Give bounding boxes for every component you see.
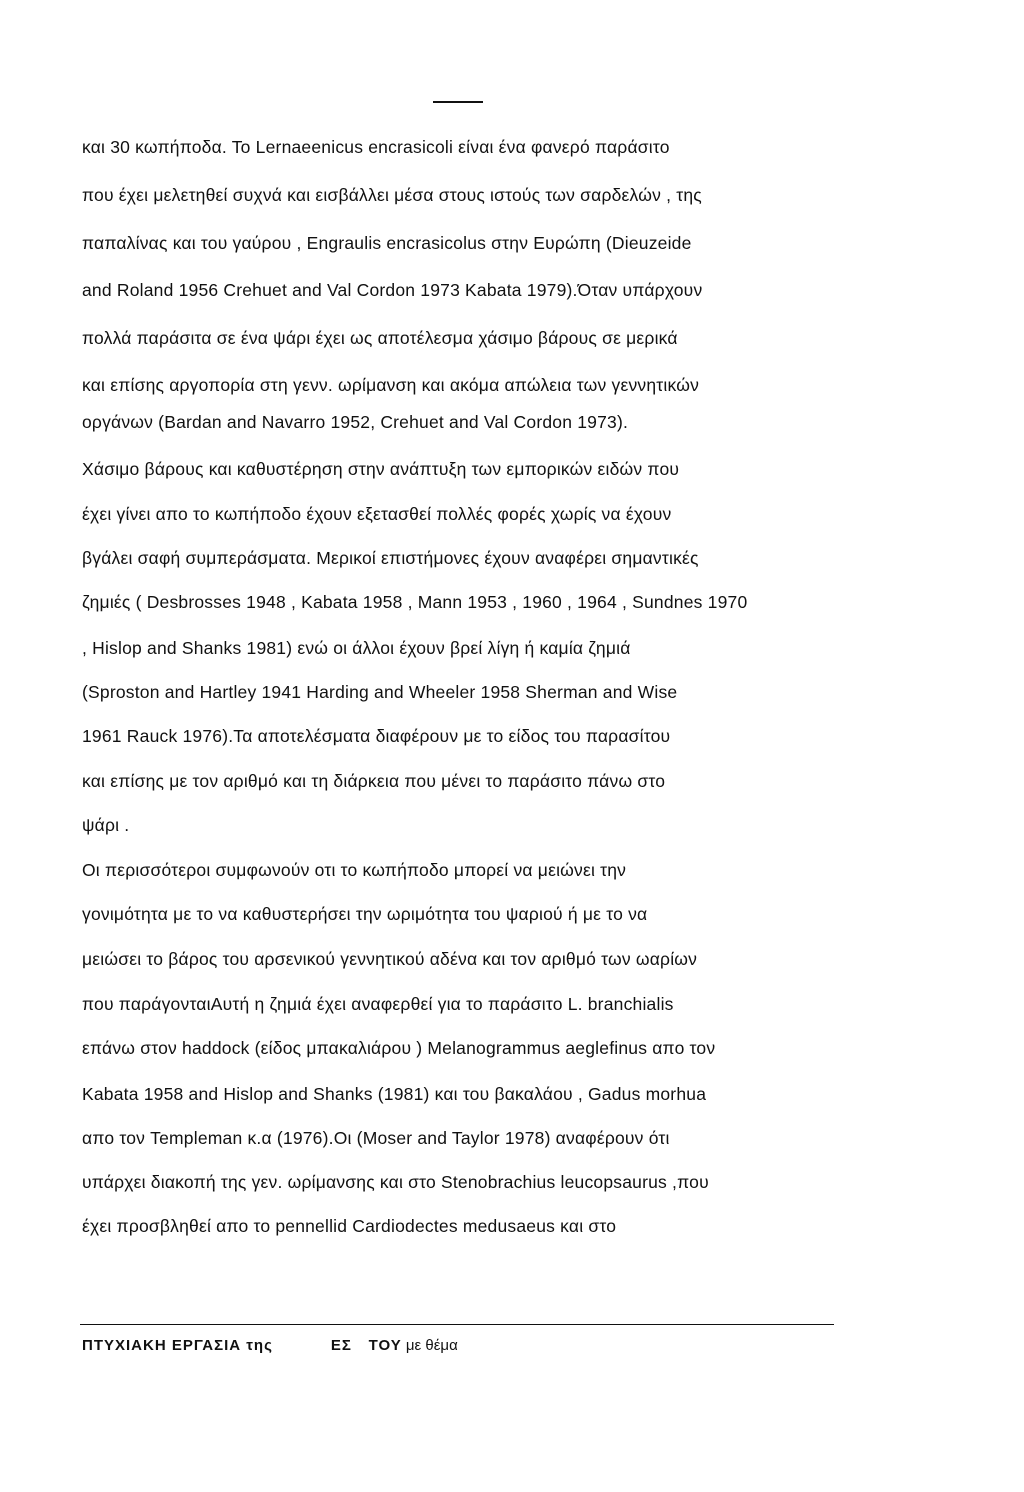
text-line: ζημιές ( Desbrosses 1948 , Kabata 1958 , Mann 1953 , 1960 , 1964 , Sundnes 1970 [82,592,748,612]
text-line: πολλά παράσιτα σε ένα ψάρι έχει ως αποτέλεσμα χάσιμο βάρους σε μερικά [82,328,678,348]
text-line: παπαλίνας και του γαύρου , Engraulis encrasicolus στην Ευρώπη (Dieuzeide [82,233,692,253]
text-line: και επίσης με τον αριθμό και τη διάρκεια που μένει το παράσιτο πάνω στο [82,771,666,791]
text-line: Χάσιμο βάρους και καθυστέρηση στην ανάπτυξη των εμπορικών ειδών που [82,459,680,479]
footnote [82,1336,458,1356]
footnote-garbled-mid: ΕΣ [330,1337,352,1354]
text-line: που έχει μελετηθεί συχνά και εισβάλλει μέσα στους ιστούς των σαρδελών , της [82,185,702,205]
text-line: , Hislop and Shanks 1981) ενώ οι άλλοι έχουν βρεί λίγη ή καμία ζημιά [82,638,631,658]
footnote-garbled-left: ΠΤΥΧΙΑΚΗ ΕΡΓΑΣΙΑ της [82,1337,273,1354]
text-line: 1961 Rauck 1976).Τα αποτελέσματα διαφέρουν με το είδος του παρασίτου [82,726,671,746]
text-line: and Roland 1956 Crehuet and Val Cordon 1973 Kabata 1979).Όταν υπάρχουν [82,280,703,300]
text-line: μειώσει το βάρος του αρσενικού γεννητικού αδένα και τον αριθμό των ωαρίων [82,949,698,969]
text-line: και 30 κωπήποδα. Το Lernaeenicus encrasicoli είναι ένα φανερό παράσιτο [82,137,670,157]
text-line: (Sproston and Hartley 1941 Harding and Wheeler 1958 Sherman and Wise [82,682,678,702]
text-line: Οι περισσότεροι συμφωνούν οτι το κωπήποδο μπορεί να μειώνει την [82,860,627,880]
text-line: έχει προσβληθεί απο το pennellid Cardiodectes medusaeus και στο [82,1216,617,1236]
footnote-garbled-right: ΤΟΥ [368,1337,402,1354]
text-line: επάνω στον haddock (είδος μπακαλιάρου ) Melanogrammus aeglefinus απο τον [82,1038,716,1058]
footnote-tail: με θέμα [405,1337,458,1354]
header-rule [433,101,483,103]
footnote-rule [80,1324,834,1325]
text-line: βγάλει σαφή συμπεράσματα. Μερικοί επιστήμονες έχουν αναφέρει σημαντικές [82,548,699,568]
text-line: ψάρι . [82,815,130,835]
text-line: που παράγονταιΑυτή η ζημιά έχει αναφερθεί για το παράσιτο L. branchialis [82,994,674,1014]
text-line: έχει γίνει απο το κωπήποδο έχουν εξετασθεί πολλές φορές χωρίς να έχουν [82,504,672,524]
text-line: οργάνων (Bardan and Navarro 1952, Crehuet and Val Cordon 1973). [82,412,629,432]
text-line: υπάρχει διακοπή της γεν. ωρίμανσης και στο Stenobrachius leucopsaurus ,που [82,1172,709,1192]
text-line: Kabata 1958 and Hislop and Shanks (1981) και του βακαλάου , Gadus morhua [82,1084,707,1104]
text-line: και επίσης αργοπορία στη γενν. ωρίμανση και ακόμα απώλεια των γεννητικών [82,375,700,395]
text-line: γονιμότητα με το να καθυστερήσει την ωριμότητα του ψαριού ή με το να [82,904,648,924]
text-line: απο τον Templeman κ.α (1976).Οι (Moser and Taylor 1978) αναφέρουν ότι [82,1128,670,1148]
